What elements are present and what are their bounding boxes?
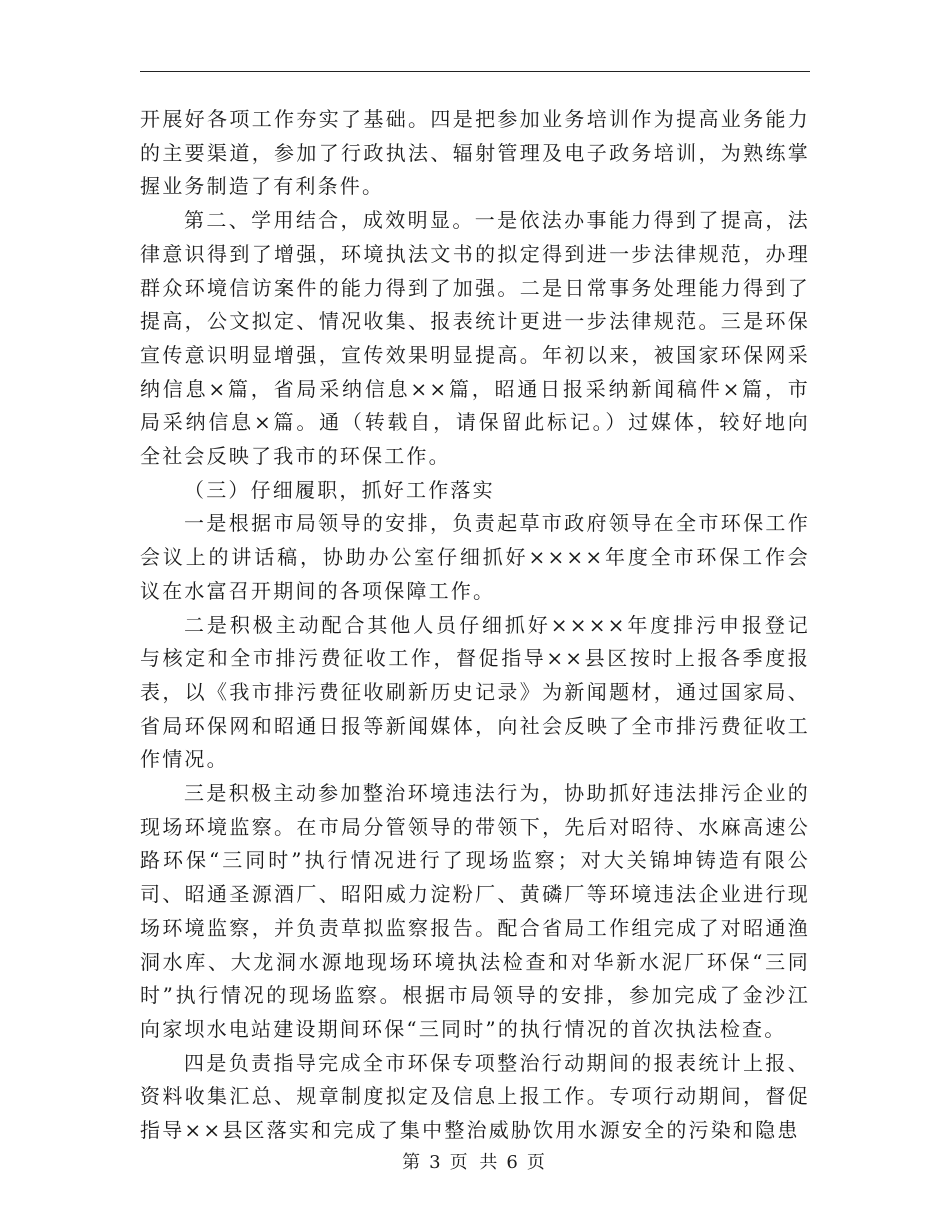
footer-suffix: 页: [526, 1152, 548, 1173]
paragraph-continuation: 开展好各项工作夯实了基础。四是把参加业务培训作为提高业务能力的主要渠道，参加了行政执法、辐射管理及电子政务培训，为熟练掌握业务制造了有利条件。: [140, 107, 810, 199]
paragraph-item-three: 三是积极主动参加整治环境违法行为，协助抓好违法排污企业的现场环境监察。在市局分管领导的带领下，先后对昭待、水麻高速公路环保“三同时”执行情况进行了现场监察；对大关锦坤铸造有限公司、昭通圣源酒厂、昭阳威力淀粉厂、黄磷厂等环境违法企业进行现场环境监察，并负责草拟监察报告。配合省局工作组完成了对昭通渔洞水库、大龙洞水源地现场环境执法检查和对华新水泥厂环保“三同时”执行情况的现场监察。根据市局领导的安排，参加完成了金沙江向家坝水电站建设期间环保“三同时”的执行情况的首次执法检查。: [140, 781, 810, 1041]
section-heading: （三）仔细履职，抓好工作落实: [184, 477, 495, 502]
footer-prefix: 第: [402, 1152, 424, 1173]
paragraph-second-point: 第二、学用结合，成效明显。一是依法办事能力得到了提高，法律意识得到了增强，环境执法文书的拟定得到进一步法律规范，办理群众环境信访案件的能力得到了加强。二是日常事务处理能力得到了提高，公文拟定、情况收集、报表统计更进一步法律规范。三是环保宣传意识明显增强，宣传效果明显提高。年初以来，被国家环保网采纳信息×篇，省局采纳信息××篇，昭通日报采纳新闻稿件×篇，市局采纳信息×篇。通（转载自，请保留此标记。）过媒体，较好地向全社会反映了我市的环保工作。: [140, 208, 810, 469]
footer-middle: 页 共: [449, 1152, 501, 1173]
paragraph-item-two: 二是积极主动配合其他人员仔细抓好××××年度排污申报登记与核定和全市排污费征收工作，督促指导××县区按时上报各季度报表，以《我市排污费征收刷新历史记录》为新闻题材，通过国家局、省局环保网和昭通日报等新闻媒体，向社会反映了全市排污费征收工作情况。: [140, 612, 810, 772]
paragraph-item-one: 一是根据市局领导的安排，负责起草市政府领导在全市环保工作会议上的讲话稿，协助办公室仔细抓好××××年度全市环保工作会议在水富召开期间的各项保障工作。: [140, 511, 810, 603]
document-body: [140, 103, 810, 1148]
header-rule: [140, 71, 810, 72]
footer-page-number: 3: [429, 1152, 444, 1173]
page-number-footer: [0, 1148, 950, 1174]
footer-total-pages: 6: [506, 1152, 521, 1173]
paragraph-item-four: 四是负责指导完成全市环保专项整治行动期间的报表统计上报、资料收集汇总、规章制度拟定及信息上报工作。专项行动期间，督促指导××县区落实和完成了集中整治威胁饮用水源安全的污染和隐患: [140, 1050, 810, 1143]
